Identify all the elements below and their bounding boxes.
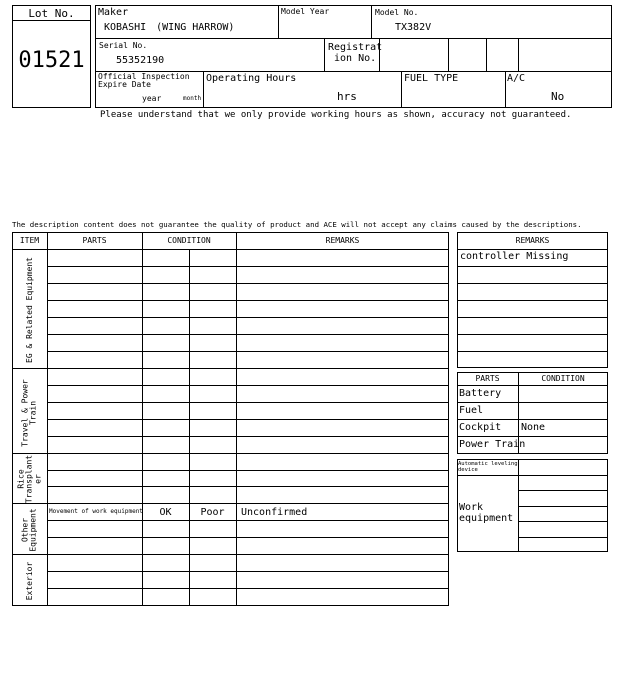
info-divider	[203, 71, 204, 108]
table-row-divider	[47, 351, 449, 352]
section-label-travel	[22, 379, 39, 446]
info-divider	[401, 71, 402, 108]
table-row-divider	[47, 266, 449, 267]
serial-no-label: Serial No.	[99, 41, 148, 50]
table-row-divider	[47, 520, 449, 521]
section-divider	[12, 368, 449, 369]
item-header: ITEM	[19, 236, 40, 245]
other-equipment-part: Movement of work equipment	[49, 508, 143, 515]
fuel-type-label: FUEL TYPE	[404, 73, 459, 84]
parts-row-divider	[457, 402, 608, 403]
registration-label: Registrat	[328, 42, 383, 53]
other-equipment-cond-ok: OK	[159, 507, 172, 518]
table-row-divider	[47, 588, 449, 589]
lot-number-divider	[12, 20, 91, 21]
section-label-text: Train	[29, 400, 38, 426]
info-divider	[518, 38, 519, 71]
section-label-text: Rice	[16, 469, 26, 489]
registration-label-2: ion No.	[334, 53, 377, 64]
info-divider	[486, 38, 487, 71]
lot-number-label: Lot No.	[28, 7, 75, 20]
work-row-divider	[518, 506, 608, 507]
section-divider	[12, 554, 449, 555]
parts-column-divider	[142, 232, 143, 606]
section-label-text: Exterior	[24, 561, 34, 601]
info-divider	[371, 5, 372, 38]
section-label-text: Equipment	[29, 508, 38, 552]
condition-inner-divider	[189, 249, 190, 606]
lot-number-value: 01521	[18, 48, 85, 73]
serial-no-value: 55352190	[116, 55, 165, 66]
remarks-row-divider	[457, 283, 608, 284]
table-header-divider	[12, 249, 449, 250]
item-column-divider	[47, 232, 48, 606]
work-equipment-label-2: equipment	[459, 513, 514, 524]
parts-row-cockpit-condition: None	[521, 422, 546, 433]
work-equipment-label: Work	[459, 502, 484, 513]
remarks-row-divider	[457, 317, 608, 318]
table-row-divider	[47, 300, 449, 301]
parts-row-divider	[457, 436, 608, 437]
section-label-text: er	[33, 474, 43, 484]
section-label-eg	[26, 257, 34, 363]
work-row-divider	[518, 490, 608, 491]
model-no-label: Model No.	[375, 8, 419, 17]
maker-value: KOBASHI (WING HARROW)	[104, 22, 235, 33]
auto-leveling-label-2: device	[458, 467, 478, 473]
other-equipment-cond-poor: Poor	[200, 507, 225, 518]
table-row-divider	[47, 317, 449, 318]
work-column-divider	[518, 459, 519, 552]
table-row-divider	[47, 334, 449, 335]
model-no-value: TX382V	[395, 22, 432, 33]
table-row-divider	[47, 537, 449, 538]
info-divider	[505, 71, 506, 108]
ac-label: A/C	[507, 73, 526, 84]
remarks-row-divider	[457, 300, 608, 301]
section-label-text: Transplant	[24, 454, 34, 504]
parts-header: PARTS	[82, 236, 107, 245]
auto-leveling-label: Automatic leveling	[458, 461, 518, 467]
hours-disclaimer: Please understand that we only provide working hours as shown, accuracy not guaranteed.	[100, 110, 572, 120]
remarks-box-header: REMARKS	[515, 236, 550, 245]
info-divider	[324, 38, 325, 71]
table-row-divider	[47, 385, 449, 386]
section-label-other	[22, 508, 39, 551]
operating-hours-unit: hrs	[337, 90, 357, 103]
remarks-header: REMARKS	[325, 236, 360, 245]
table-row-divider	[47, 571, 449, 572]
table-row-divider	[47, 283, 449, 284]
info-divider	[278, 5, 279, 38]
work-row-divider	[518, 537, 608, 538]
table-row-divider	[47, 470, 449, 471]
section-label-exterior	[26, 562, 34, 601]
year-label: year	[142, 94, 162, 103]
section-divider	[12, 503, 449, 504]
other-equipment-remark: Unconfirmed	[241, 507, 308, 518]
work-row-divider	[457, 475, 608, 476]
ac-value: No	[551, 90, 565, 103]
info-divider	[448, 38, 449, 71]
parts-row-power-train: Power Train	[459, 439, 526, 450]
section-label-text: Travel & Power	[20, 379, 30, 447]
maker-label: Maker	[98, 7, 129, 18]
parts-box-condition-header: CONDITION	[541, 374, 585, 383]
description-disclaimer: The description content does not guarantee the quality of product and ACE will not accept any claims caused by the descriptions.	[12, 220, 582, 229]
remarks-first-line: controller Missing	[460, 251, 569, 262]
remarks-row-divider	[457, 266, 608, 267]
parts-header-divider	[457, 385, 608, 386]
parts-box-parts-header: PARTS	[475, 374, 500, 383]
table-row-divider	[47, 436, 449, 437]
table-row-divider	[47, 402, 449, 403]
condition-column-divider	[236, 232, 237, 606]
model-year-label: Model Year	[281, 7, 330, 16]
info-row-divider-1	[95, 38, 612, 39]
section-label-rice	[17, 455, 42, 503]
section-label-text: Other	[20, 517, 30, 543]
section-divider	[12, 453, 449, 454]
parts-row-cockpit: Cockpit	[459, 422, 502, 433]
month-label: month	[183, 95, 202, 102]
table-row-divider	[47, 486, 449, 487]
remarks-row-divider	[457, 334, 608, 335]
parts-row-fuel: Fuel	[459, 405, 484, 416]
inspection-label-2: Expire Date	[98, 80, 151, 89]
remarks-row-divider	[457, 351, 608, 352]
parts-row-divider	[457, 419, 608, 420]
section-label-text: EG & Related Equipment	[24, 257, 34, 363]
operating-hours-label: Operating Hours	[206, 73, 297, 84]
parts-row-battery: Battery	[459, 388, 502, 399]
condition-header: CONDITION	[167, 236, 211, 245]
inspection-label: Official Inspection	[98, 72, 190, 81]
remarks-header-divider	[457, 249, 608, 250]
table-row-divider	[47, 419, 449, 420]
work-row-divider	[518, 521, 608, 522]
